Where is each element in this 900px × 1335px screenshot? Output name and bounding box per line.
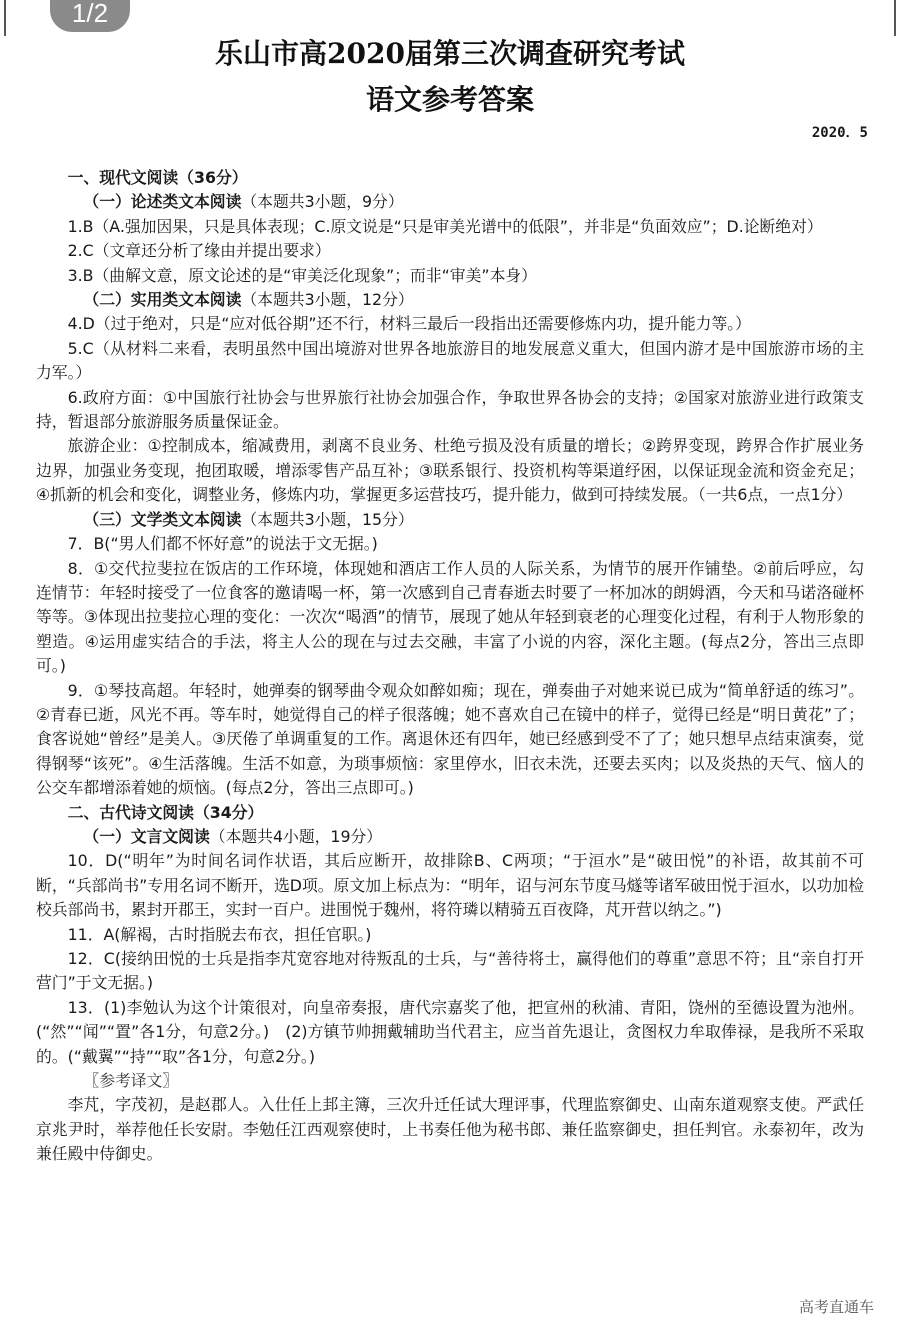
section-1b-note: （本题共3小题，12分）: [241, 290, 414, 310]
answer-q13: 13．(1)李勉认为这个计策很对，向皇帝奏报，唐代宗嘉奖了他，把宣州的秋浦、青阳，饶州的至德设置为池州。(“然”“闻”“置”各1分，句意2分。) (2)方镇节帅拥戴辅助当代君主，应当首先退让，贪图权力牟取俸禄，是我所不采取的。(“戴翼”“持”“取”各1分，句意2分。): [36, 997, 864, 1066]
section-2-heading: 二、古代诗文阅读（34分）: [67, 802, 264, 822]
answer-q4: 4.D（过于绝对，只是“应对低谷期”还不行，材料三最后一段指出还需要修炼内功，提升能力等。）: [67, 314, 751, 334]
section-1c-note: （本题共3小题，15分）: [241, 509, 414, 529]
answer-q9: 9．①琴技高超。年轻时，她弹奏的钢琴曲令观众如醉如痴；现在，弹奏曲子对她来说已成为“简单舒适的练习”。②青春已逝，风光不再。等车时，她觉得自己的样子很落魄；她不喜欢自己在镜中的样子，觉得已经是“明日黄花”了；食客说她“曾经”是美人。③厌倦了单调重复的工作。离退休还有四年，她已经感到受不了了；她只想早点结束演奏，觉得钢琴“该死”。④生活落魄。生活不如意，为琐事烦恼：家里停水，旧衣未洗，还要去买肉；以及炎热的天气、恼人的公交车都增添着她的烦恼。(每点2分，答出三点即可。): [36, 680, 864, 798]
answer-q11: 11．A(解褐，古时指脱去布衣，担任官职。): [67, 924, 372, 944]
answer-q5: 5.C（从材料二来看，表明虽然中国出境游对世界各地旅游目的地发展意义重大，但国内游才是中国旅游市场的主力军。）: [36, 338, 864, 383]
section-2a-heading: [36, 825, 864, 849]
reference-translation-heading: 〖参考译文〗: [83, 1071, 179, 1091]
answer-q6-government: 6.政府方面：①中国旅行社协会与世界旅行社协会加强合作，争取世界各协会的支持；②国家对旅游业进行政策支持，暂退部分旅游服务质量保证金。: [36, 387, 864, 432]
answer-q3: 3.B（曲解文意，原文论述的是“审美泛化现象”；而非“审美”本身）: [67, 265, 537, 285]
answer-q8: 8．①交代拉斐拉在饭店的工作环境，体现她和酒店工作人员的人际关系，为情节的展开作铺垫。②前后呼应，勾连情节：年轻时接受了一位食客的邀请喝一杯，第一次感到自己青春逝去时要了一杯加冰的朗姆酒，今天和马诺洛碰杯等等。③体现出拉斐拉心理的变化：一次次“喝酒”的情节，展现了她从年轻到衰老的心理变化过程，有利于人物形象的塑造。④运用虚实结合的手法，将主人公的现在与过去交融，丰富了小说的内容，深化主题。(每点2分，答出三点即可。): [36, 558, 864, 676]
section-1c-title: （三）文学类文本阅读: [83, 509, 242, 529]
section-2a-note: （本题共4小题，19分）: [209, 826, 383, 846]
section-1a-heading: [36, 190, 864, 214]
section-1b-title: （二）实用类文本阅读: [83, 290, 242, 310]
section-1-heading: 一、现代文阅读（36分）: [67, 168, 248, 187]
answer-q7: 7．B(“男人们都不怀好意”的说法于文无据。): [67, 534, 378, 554]
section-1b-heading: [36, 288, 864, 312]
section-2a-title: （一）文言文阅读: [83, 826, 210, 846]
reference-translation-text: 李芃，字茂初，是赵郡人。入仕任上邽主簿，三次升迁任试大理评事，代理监察御史、山南东道观察支使。严武任京兆尹时，举荐他任长安尉。李勉任江西观察使时，上书奏任他为秘书郎、兼任监察御史，担任判官。永泰初年，改为兼任殿中侍御史。: [36, 1095, 864, 1164]
answer-q1: 1.B（A.强加因果，只是具体表现；C.原文说是“只是审美光谱中的低限”，并非是“负面效应”；D.论断绝对）: [67, 216, 823, 236]
document-date: 2020．5: [811, 125, 868, 141]
scan-edge-right: [894, 0, 896, 36]
section-1a-title: （一）论述类文本阅读: [83, 192, 242, 212]
section-1c-heading: [36, 508, 864, 532]
section-1a-note: （本题共3小题，9分）: [241, 192, 404, 212]
scan-edge-left: [4, 0, 6, 36]
answer-q12: 12．C(接纳田悦的士兵是指李芃宽容地对待叛乱的士兵，与“善待将士，赢得他们的尊重”意思不符；且“亲自打开营门”于文无据。): [36, 949, 864, 993]
answer-q6-enterprise: 旅游企业：①控制成本，缩减费用，剥离不良业务、杜绝亏损及没有质量的增长；②跨界变现，跨界合作扩展业务边界，加强业务变现，抱团取暖，增添零售产品互补；③联系银行、投资机构等渠道纾困，以保证现金流和资金充足；④抓新的机会和变化，调整业务，修炼内功，掌握更多运营技巧，提升能力，做到可持续发展。（一共6点，一点1分）: [36, 436, 864, 505]
document-subtitle: 语文参考答案: [365, 83, 534, 116]
answer-content: [36, 166, 864, 1167]
answer-q2: 2.C（文章还分析了缘由并提出要求）: [67, 241, 331, 261]
answer-q10: 10．D(“明年”为时间名词作状语，其后应断开，故排除B、C两项；“于洹水”是“破田悦”的补语，故其前不可断，“兵部尚书”专用名词不断开，选D项。原文加上标点为：“明年，诏与河东节度马燧等诸军破田悦于洹水，以功加检校兵部尚书，累封开郡王，实封一百户。进围悦于魏州，将符璘以精骑五百夜降，芃开营以纳之。”): [36, 851, 864, 920]
document-title: 乐山市高2020届第三次调查研究考试: [215, 37, 685, 70]
watermark: 高考直通车: [798, 1298, 874, 1316]
page-indicator[interactable]: 1/2: [50, 0, 130, 32]
